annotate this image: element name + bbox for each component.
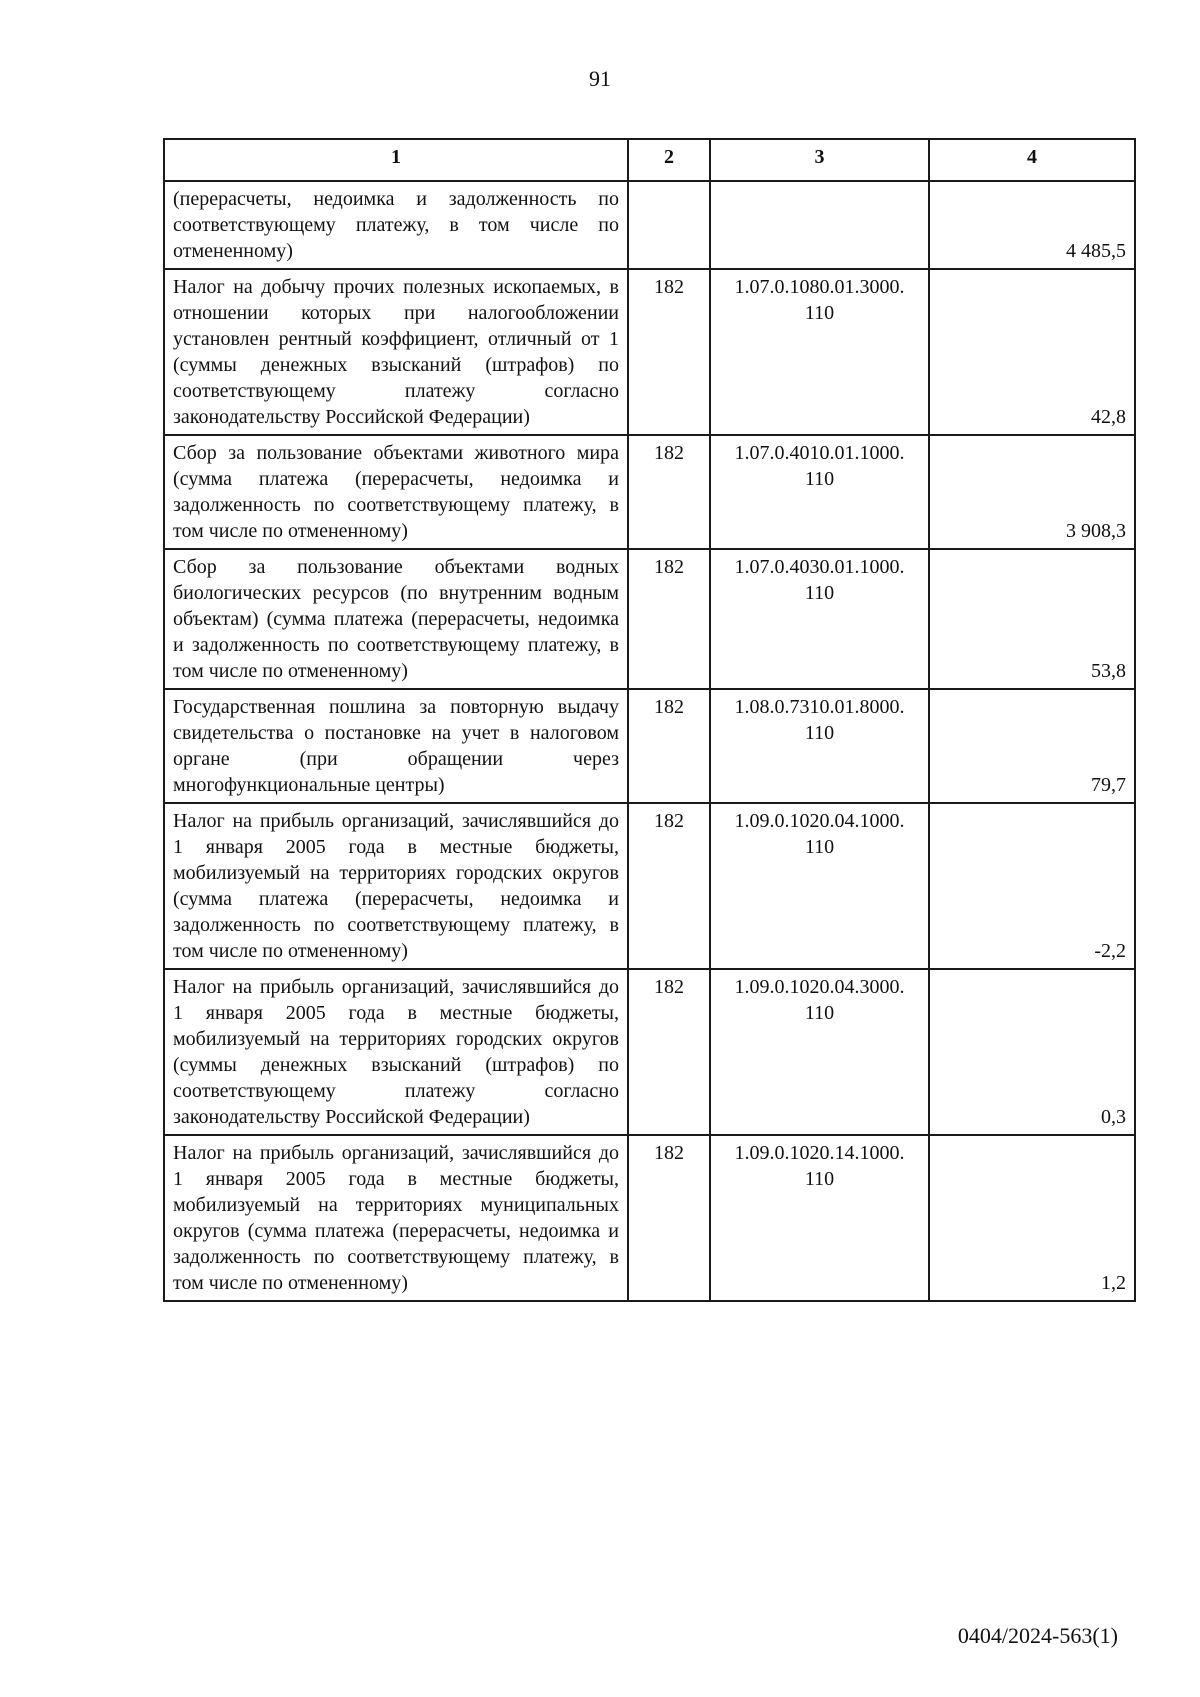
row-admin-code: 182 [628, 689, 710, 803]
row-budget-code: 1.09.0.1020.04.3000. 110 [710, 969, 929, 1135]
row-description: Налог на добычу прочих полезных ископаемых, в отношении которых при налогообложении установлен рентный коэффициент, отличный от 1 (суммы денежных взысканий (штрафов) по соответствующему платежу согласно законодательству Российской Федерации) [164, 269, 628, 435]
row-budget-code: 1.07.0.4030.01.1000. 110 [710, 549, 929, 689]
row-budget-code: 1.08.0.7310.01.8000. 110 [710, 689, 929, 803]
column-header-2: 2 [628, 139, 710, 181]
table-row [164, 803, 1135, 969]
row-admin-code [628, 181, 710, 269]
row-admin-code: 182 [628, 969, 710, 1135]
table-header-row [164, 139, 1135, 181]
row-admin-code: 182 [628, 1135, 710, 1301]
page-number: 91 [589, 66, 611, 91]
row-budget-code: 1.07.0.4010.01.1000. 110 [710, 435, 929, 549]
row-description: Налог на прибыль организаций, зачислявшийся до 1 января 2005 года в местные бюджеты, мобилизуемый на территориях городских округов (суммы денежных взысканий (штрафов) по соответствующему платежу согласно законодательству Российской Федерации) [164, 969, 628, 1135]
row-amount: 42,8 [929, 269, 1135, 435]
column-header-4: 4 [929, 139, 1135, 181]
row-amount: -2,2 [929, 803, 1135, 969]
table-row [164, 969, 1135, 1135]
column-header-3: 3 [710, 139, 929, 181]
table-row [164, 435, 1135, 549]
table-row [164, 549, 1135, 689]
row-description: Сбор за пользование объектами водных биологических ресурсов (по внутренним водным объектам) (сумма платежа (перерасчеты, недоимка и задолженность по соответствующему платежу, в том числе по отмененному) [164, 549, 628, 689]
row-description: (перерасчеты, недоимка и задолженность по соответствующему платежу, в том числе по отмененному) [164, 181, 628, 269]
row-admin-code: 182 [628, 803, 710, 969]
table-row [164, 269, 1135, 435]
row-amount: 4 485,5 [929, 181, 1135, 269]
table-row [164, 181, 1135, 269]
row-admin-code: 182 [628, 435, 710, 549]
row-admin-code: 182 [628, 269, 710, 435]
row-description: Сбор за пользование объектами животного мира (сумма платежа (перерасчеты, недоимка и задолженность по соответствующему платежу, в том числе по отмененному) [164, 435, 628, 549]
row-budget-code: 1.09.0.1020.04.1000. 110 [710, 803, 929, 969]
row-budget-code [710, 181, 929, 269]
row-amount: 1,2 [929, 1135, 1135, 1301]
row-description: Налог на прибыль организаций, зачислявшийся до 1 января 2005 года в местные бюджеты, мобилизуемый на территориях городских округов (сумма платежа (перерасчеты, недоимка и задолженность по соответствующему платежу, в том числе по отмененному) [164, 803, 628, 969]
table-row [164, 689, 1135, 803]
row-admin-code: 182 [628, 549, 710, 689]
row-description: Налог на прибыль организаций, зачислявшийся до 1 января 2005 года в местные бюджеты, мобилизуемый на территориях муниципальных округов (сумма платежа (перерасчеты, недоимка и задолженность по соответствующему платежу, в том числе по отмененному) [164, 1135, 628, 1301]
row-amount: 0,3 [929, 969, 1135, 1135]
document-code: 0404/2024-563(1) [957, 1623, 1118, 1648]
row-amount: 53,8 [929, 549, 1135, 689]
row-amount: 79,7 [929, 689, 1135, 803]
row-amount: 3 908,3 [929, 435, 1135, 549]
revenue-table [163, 138, 1136, 1302]
column-header-1: 1 [164, 139, 628, 181]
table-row [164, 1135, 1135, 1301]
row-description: Государственная пошлина за повторную выдачу свидетельства о постановке на учет в налоговом органе (при обращении через многофункциональные центры) [164, 689, 628, 803]
row-budget-code: 1.07.0.1080.01.3000. 110 [710, 269, 929, 435]
row-budget-code: 1.09.0.1020.14.1000. 110 [710, 1135, 929, 1301]
